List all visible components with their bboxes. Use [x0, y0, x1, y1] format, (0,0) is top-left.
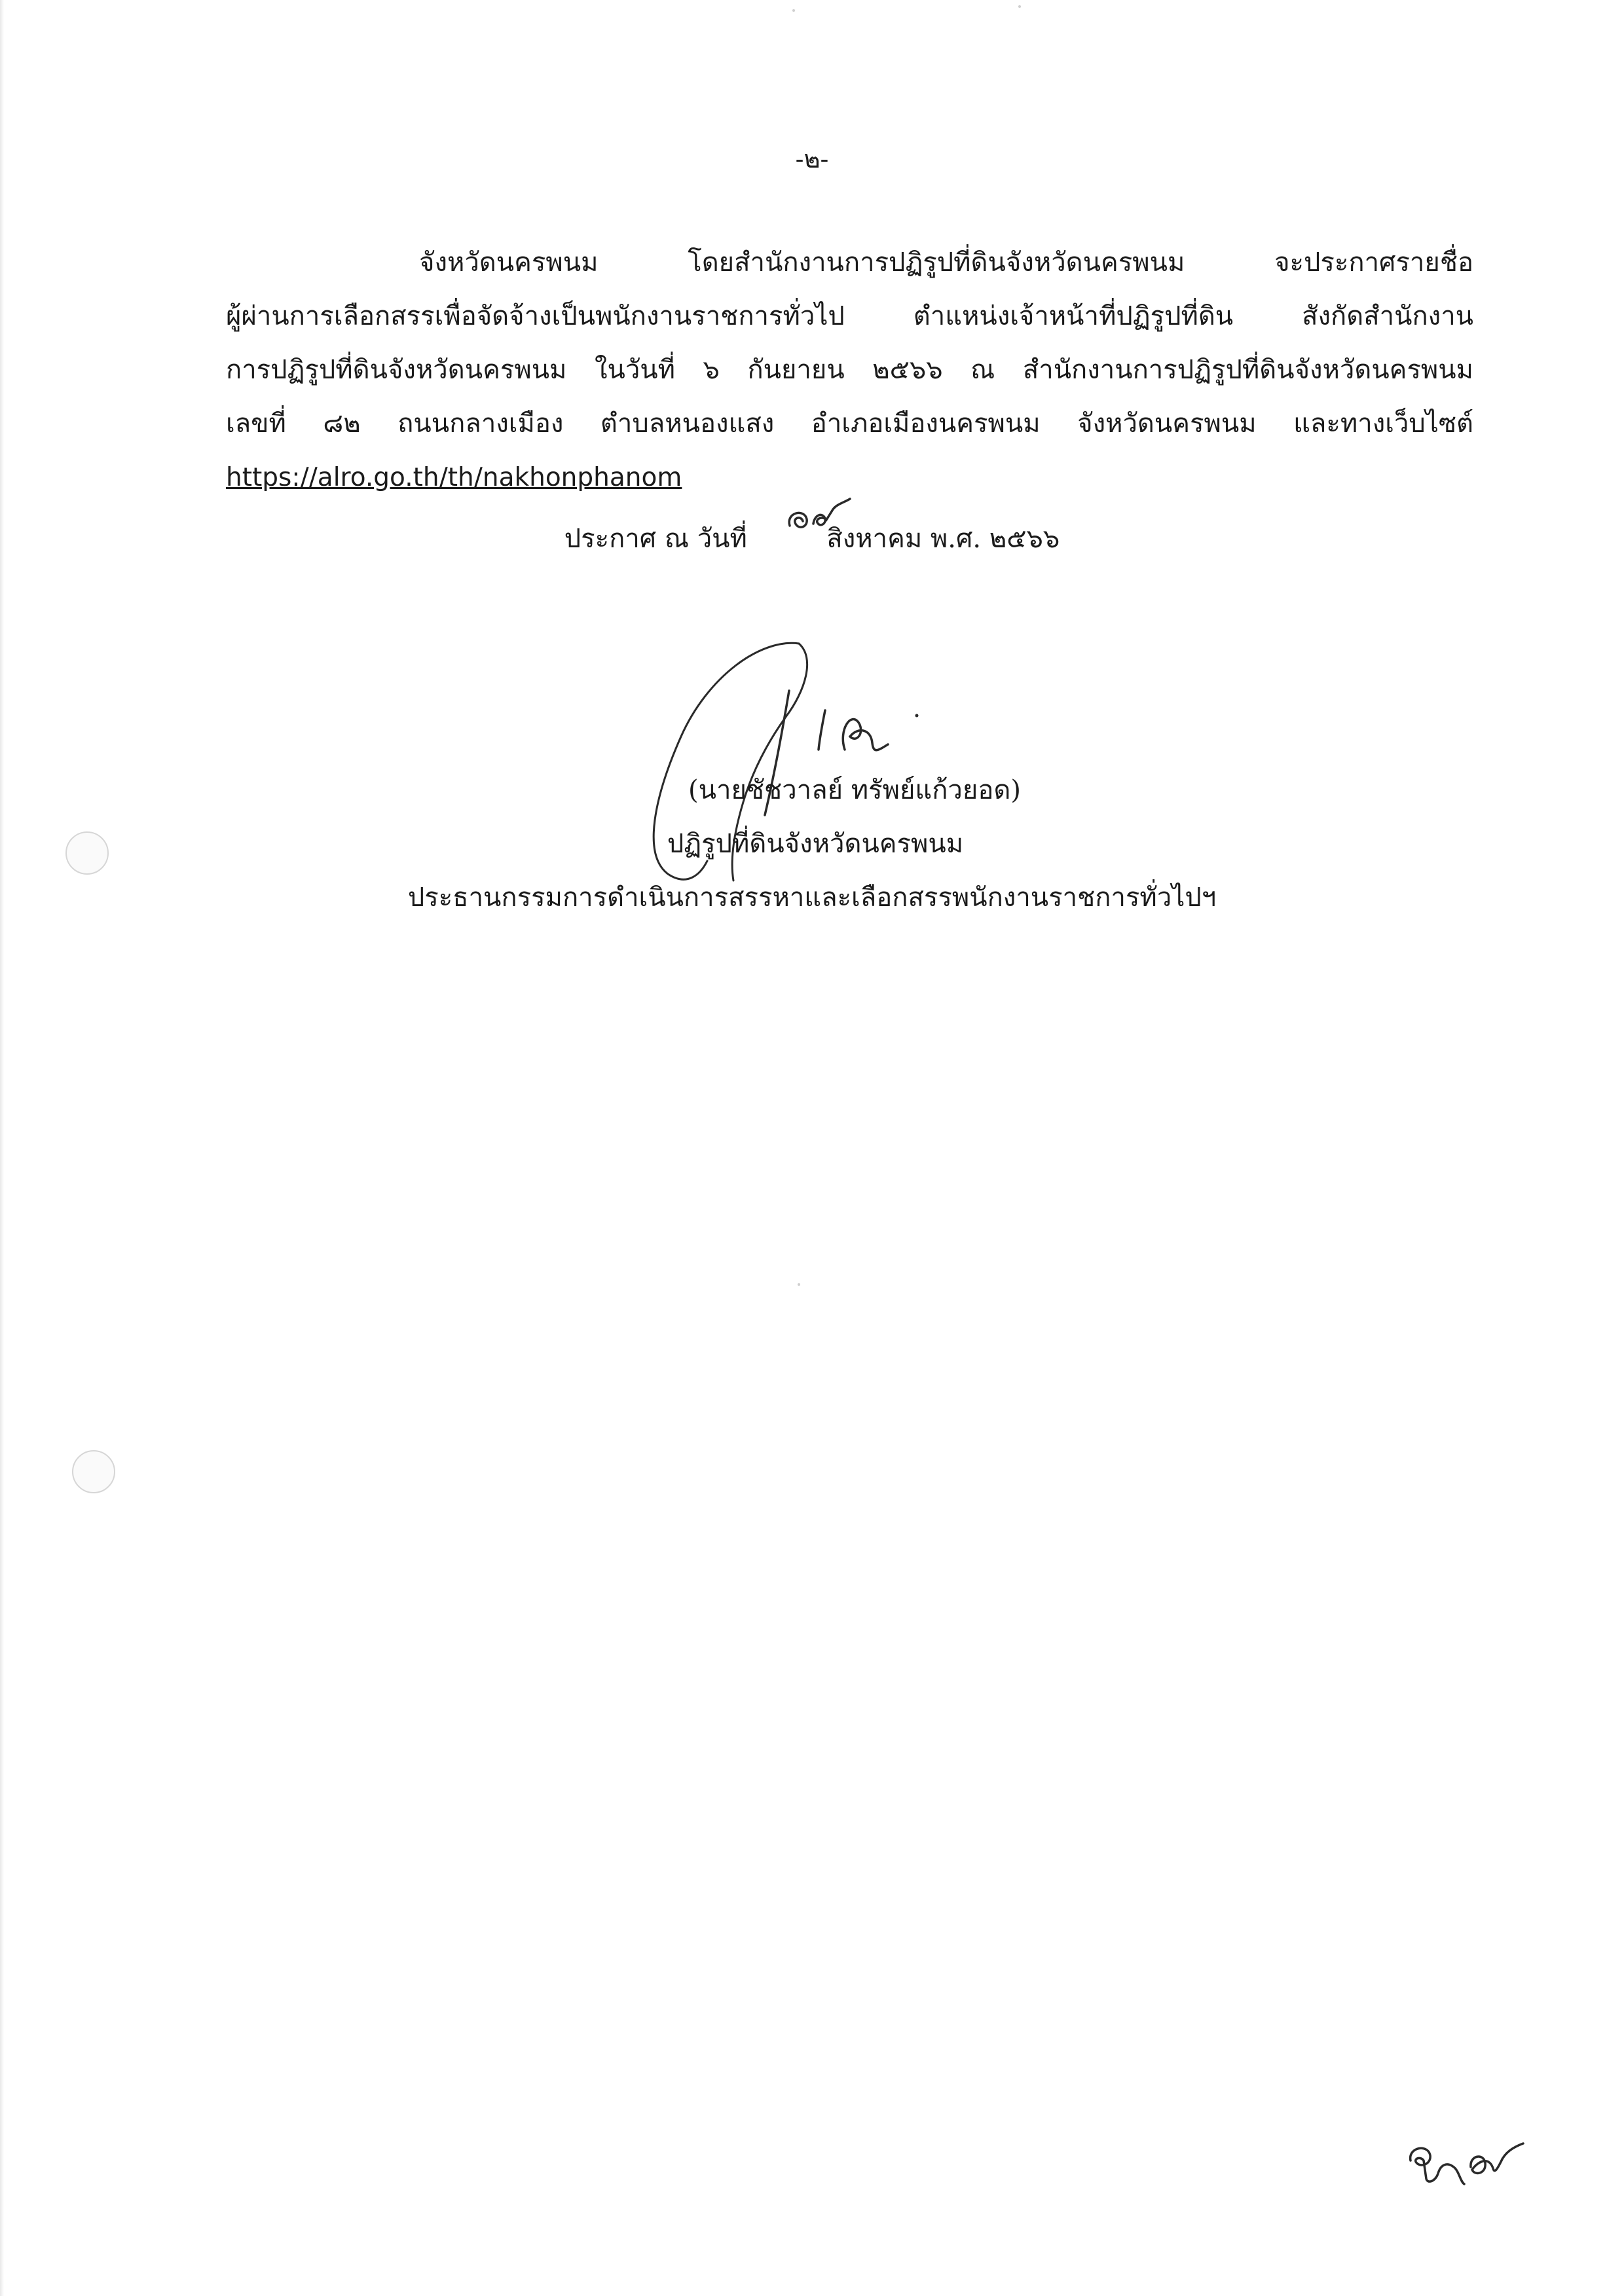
signatory-position: ปฏิรูปที่ดินจังหวัดนครพนม [667, 829, 964, 859]
announcement-suffix: สิงหาคม พ.ศ. ๒๕๖๖ [826, 524, 1060, 554]
signatory-role: ประธานกรรมการดำเนินการสรรหาและเลือกสรรพนักงานราชการทั่วไปฯ [407, 883, 1217, 913]
scan-speck [1018, 5, 1021, 8]
handwritten-day-ink [784, 490, 857, 542]
scan-edge-shadow [0, 0, 4, 2296]
scan-speck [798, 1283, 800, 1286]
scan-speck [792, 9, 795, 12]
body-paragraph [226, 236, 1473, 505]
paragraph-line: เลขที่ ๘๒ ถนนกลางเมือง ตำบลหนองแสง อำเภอเมืองนครพนม จังหวัดนครพนม และทางเว็บไซต์ [226, 409, 1473, 439]
paragraph-line: จังหวัดนครพนม โดยสำนักงานการปฏิรูปที่ดินจังหวัดนครพนม จะประกาศรายชื่อ [419, 247, 1473, 278]
announcement-prefix: ประกาศ ณ วันที่ [564, 524, 747, 554]
paragraph-line: ผู้ผ่านการเลือกสรรเพื่อจัดจ้างเป็นพนักงานราชการทั่วไป ตำแหน่งเจ้าหน้าที่ปฏิรูปที่ดิน สังกัดสำนักงาน [226, 301, 1473, 331]
page-number: -๒- [795, 145, 829, 173]
handwritten-note-ink [1401, 2121, 1532, 2193]
website-link[interactable]: https://alro.go.th/th/nakhonphanom [226, 463, 682, 492]
paragraph-line: การปฏิรูปที่ดินจังหวัดนครพนม ในวันที่ ๖ กันยายน ๒๕๖๖ ณ สำนักงานการปฏิรูปที่ดินจังหวัดนครพนม [226, 355, 1473, 385]
signatory-name: (นายชัชวาลย์ ทรัพย์แก้วยอด) [688, 775, 1021, 805]
punch-hole-bottom [72, 1450, 115, 1493]
punch-hole-top [65, 831, 109, 875]
signatory-block [0, 763, 1624, 924]
